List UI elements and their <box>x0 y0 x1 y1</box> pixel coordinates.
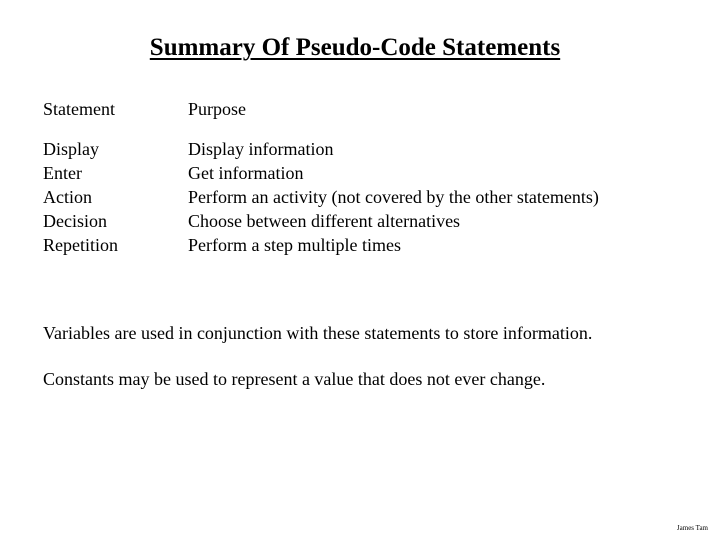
statement-cell: Repetition <box>43 235 118 255</box>
table-row <box>43 161 599 185</box>
statement-cell: Enter <box>43 163 82 183</box>
purpose-cell: Perform an activity (not covered by the other statements) <box>188 187 599 207</box>
purpose-cell: Choose between different alternatives <box>188 211 461 231</box>
table-row <box>43 233 599 257</box>
table-row <box>43 185 599 209</box>
purpose-cell: Display information <box>188 139 334 159</box>
purpose-column-header: Purpose <box>188 99 246 119</box>
constants-note: Constants may be used to represent a value that does not ever change. <box>43 369 546 389</box>
variables-note: Variables are used in conjunction with these statements to store information. <box>43 323 593 343</box>
table-row <box>43 209 599 233</box>
statement-cell: Decision <box>43 211 107 231</box>
statements-table <box>43 97 599 257</box>
slide-title: Summary Of Pseudo-Code Statements <box>149 34 561 61</box>
statement-column-header: Statement <box>43 99 115 119</box>
statement-cell: Action <box>43 187 92 207</box>
purpose-cell: Get information <box>188 163 304 183</box>
table-header-row <box>43 97 599 121</box>
statement-cell: Display <box>43 139 99 159</box>
purpose-cell: Perform a step multiple times <box>188 235 401 255</box>
author-signature: James Tam <box>676 524 708 532</box>
table-row <box>43 137 599 161</box>
